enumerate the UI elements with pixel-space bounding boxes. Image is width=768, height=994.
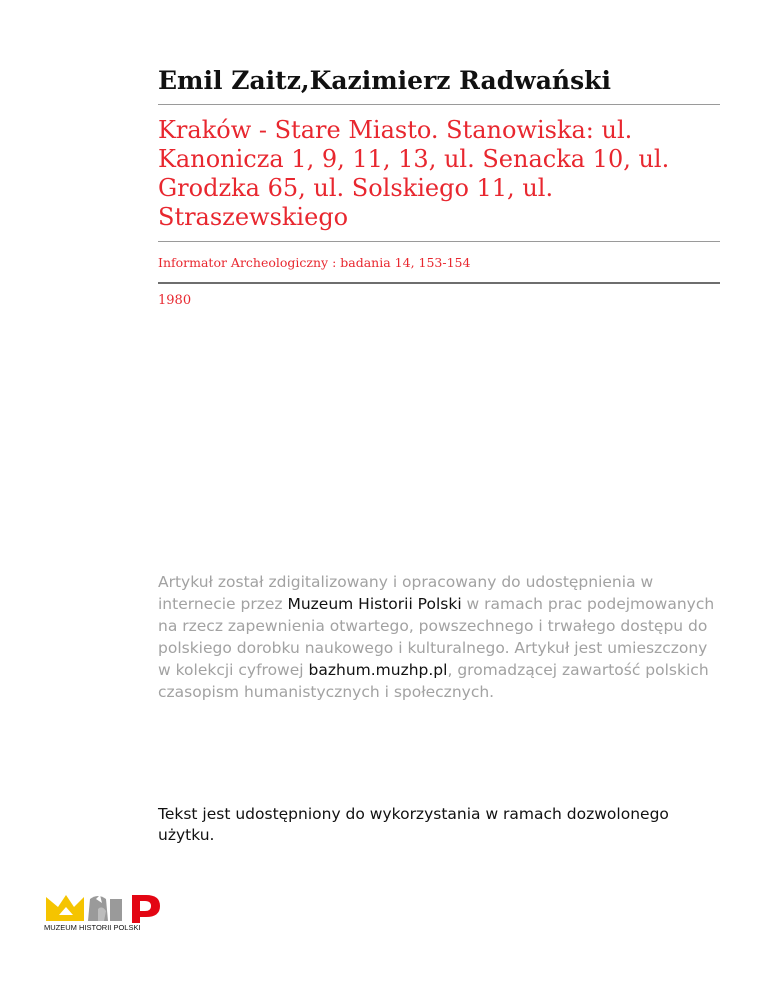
authors: Emil Zaitz,Kazimierz Radwański [158, 66, 611, 95]
divider-bottom [158, 282, 720, 284]
notice-text-3: , gromadzącej zawartość polskich czasopism humanistycznych i społecznych. [158, 661, 709, 701]
p-shape [132, 895, 160, 923]
article-title: Kraków - Stare Miasto. Stanowiska: ul. Kanonicza 1, 9, 11, 13, ul. Senacka 10, ul. Grodzka 65, ul. Solskiego 11, ul. Straszewskiego [158, 116, 670, 231]
museum-name: Muzeum Historii Polski [287, 595, 462, 613]
logo-caption: MUZEUM HISTORII POLSKI [44, 923, 141, 932]
notice-text-1: Artykuł został zdigitalizowany i opracowany do udostępnienia w internecie przez [158, 573, 654, 613]
figure-shape-2 [110, 899, 122, 921]
divider-middle [158, 241, 720, 242]
crown-shape [46, 895, 84, 921]
publication-year: 1980 [158, 293, 192, 308]
divider-top [158, 104, 720, 105]
bazhum-link[interactable]: bazhum.muzhp.pl [308, 661, 448, 679]
source-citation: Informator Archeologiczny : badania 14, 153-154 [158, 255, 471, 270]
digitization-notice [158, 571, 718, 703]
license-note: Tekst jest udostępniony do wykorzystania w ramach dozwolonego użytku. [158, 805, 669, 844]
notice-text-2: w ramach prac podejmowanych na rzecz zapewnienia otwartego, powszechnego i trwałego dostępu do polskiego dorobku naukowego i kulturalnego. Artykuł jest umieszczony w kolekcji cyfrowej [158, 595, 715, 679]
